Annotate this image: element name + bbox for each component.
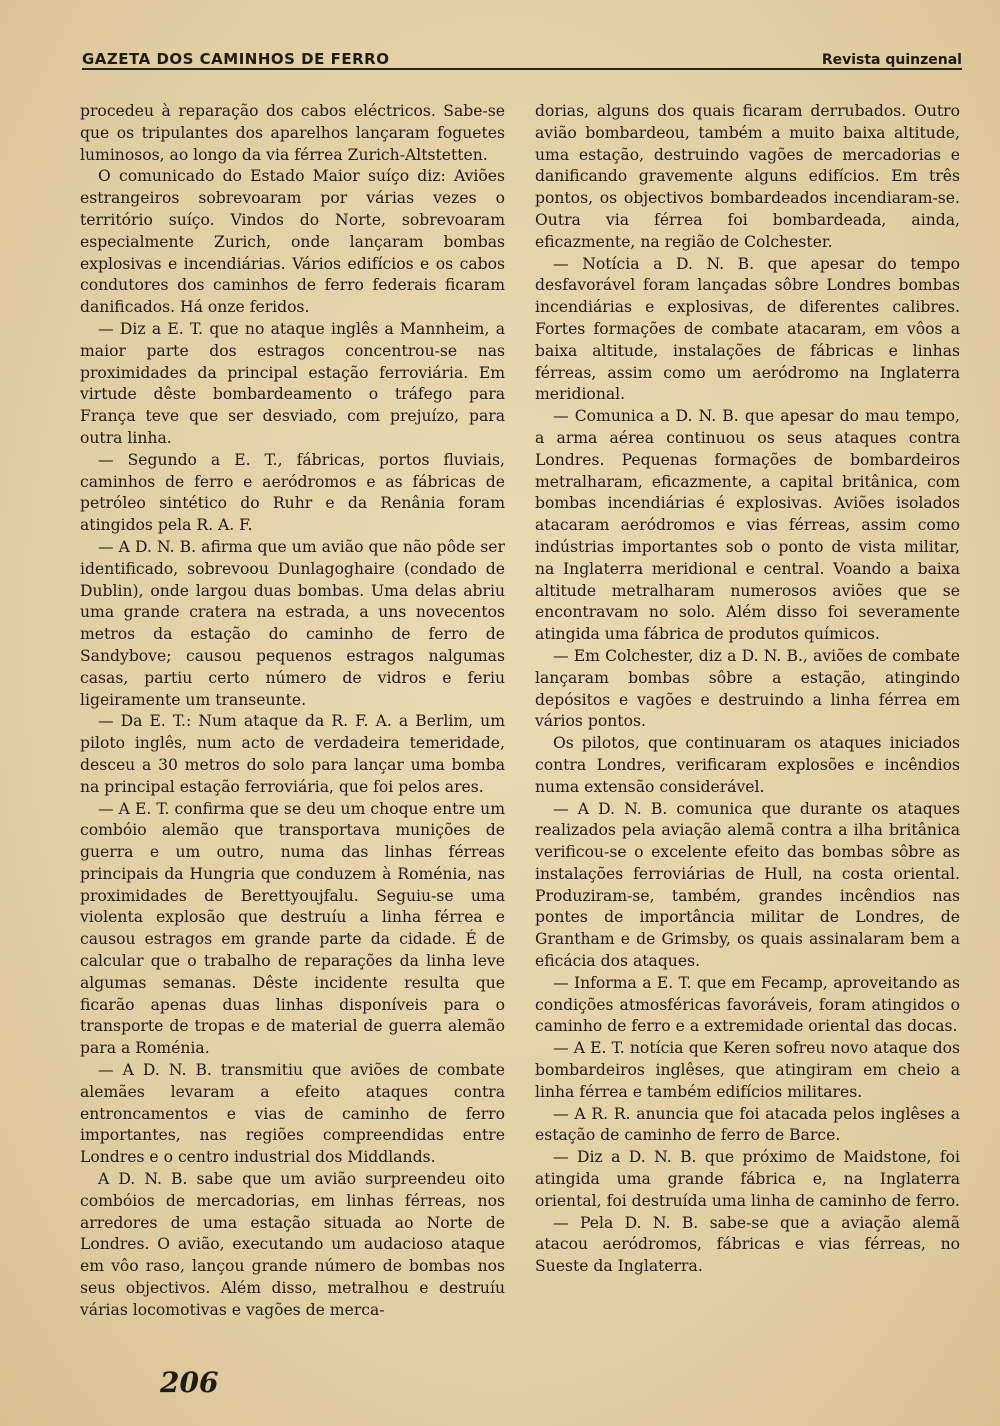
paragraph: procedeu à reparação dos cabos eléctricos. Sabe-se que os tripulantes dos aparelhos lançaram foguetes luminosos, ao longo da via férrea Zurich-Altstetten.: [80, 102, 505, 164]
paragraph: — A D. N. B. transmitiu que aviões de combate alemães levaram a efeito ataques contra entroncamentos e vias de caminho de ferro importantes, nas regiões compreendidas entre Londres e o centro industrial dos Middlands.: [80, 1061, 505, 1167]
paragraph: — A D. N. B. afirma que um avião que não pôde ser identificado, sobrevoou Dunlagoghaire (condado de Dublin), onde largou duas bombas. Uma delas abriu uma grande cratera na estrada, a uns novecentos metros da estação do caminho de ferro de Sandybove; causou pequenos estragos nalgumas casas, partiu certo número de vidros e feriu ligeiramente um transeunte.: [80, 537, 505, 709]
page-number: 206: [160, 1366, 219, 1399]
paragraph: — A E. T. notícia que Keren sofreu novo ataque dos bombardeiros inglêses, que atingiram em cheio a linha férrea e também edifícios militares.: [535, 1039, 960, 1101]
paragraph: — Informa a E. T. que em Fecamp, aproveitando as condições atmosféricas favoráveis, foram atingidos o caminho de ferro e a extremidade oriental das docas.: [535, 973, 960, 1036]
paragraph: — Em Colchester, diz a D. N. B., aviões de combate lançaram bombas sôbre a estação, atingindo depósitos e vagões e destruindo a linha férrea em vários pontos.: [535, 646, 960, 731]
paragraph: — A R. R. anuncia que foi atacada pelos inglêses a estação de caminho de ferro de Barce.: [535, 1104, 960, 1145]
paragraph: — Comunica a D. N. B. que apesar do mau tempo, a arma aérea continuou os seus ataques contra Londres. Pequenas formações de bombardeiros metralharam, eficazmente, a capital britânica, com bombas incendiárias é explosivas. Aviões isolados atacaram aeródromos e vias férreas, assim como indústrias importantes sob o ponto de vista militar, na Inglaterra meridional e central. Voando a baixa altitude metralharam numerosos aviões que se encontravam no solo. Além disso foi severamente atingida uma fábrica de produtos químicos.: [535, 407, 960, 644]
paragraph: — Diz a E. T. que no ataque inglês a Mannheim, a maior parte dos estragos concentrou-se nas proximidades da principal estação ferroviária. Em virtude dêste bombardeamento o tráfego para França teve que ser desviado, com prejuízo, para outra linha.: [80, 319, 505, 447]
publication-subtitle: Revista quinzenal: [821, 52, 962, 68]
paragraph: — Da E. T.: Num ataque da R. F. A. a Berlim, um piloto inglês, num acto de verdadeira temeridade, desceu a 30 metros do solo para lançar uma bomba na principal estação ferroviária, que foi pelos ares.: [80, 712, 505, 796]
left-column: [80, 101, 505, 1322]
page-header: [82, 42, 962, 70]
paragraph: Os pilotos, que continuaram os ataques iniciados contra Londres, verificaram explosões e incêndios numa extensão considerável.: [535, 734, 960, 796]
paragraph: — A D. N. B. comunica que durante os ataques realizados pela aviação alemã contra a ilha britânica verificou-se o excelente efeito das bombas sôbre as instalações ferroviárias de Hull, na costa oriental. Produziram-se, também, grandes incêndios nas pontes de importância militar de Londres, de Grantham e de Grimsby, os quais assinalaram bem a eficácia dos ataques.: [535, 799, 960, 971]
paragraph: — Segundo a E. T., fábricas, portos fluviais, caminhos de ferro e aeródromos e as fábricas de petróleo sintético do Ruhr e da Renânia foram atingidos pela R. A. F.: [80, 450, 505, 535]
paragraph: — Notícia a D. N. B. que apesar do tempo desfavorável foram lançadas sôbre Londres bombas incendiárias e explosivas, de diferentes calibres. Fortes formações de combate atacaram, em vôos a baixa altitude, instalações de fábricas e linhas férreas, assim como um aeródromo na Inglaterra meridional.: [535, 254, 960, 404]
paragraph: — Pela D. N. B. sabe-se que a aviação alemã atacou aeródromos, fábricas e vias férreas, no Sueste da Inglaterra.: [535, 1213, 960, 1276]
paragraph: — Diz a D. N. B. que próximo de Maidstone, foi atingida uma grande fábrica e, na Inglaterra oriental, foi destruída uma linha de caminho de ferro.: [535, 1148, 960, 1210]
paragraph: dorias, alguns dos quais ficaram derrubados. Outro avião bombardeou, também a muito baixa altitude, uma estação, destruindo vagões de mercadorias e danificando gravemente alguns edifícios. Em três pontos, os objectivos bombardeados incendiaram-se. Outra via férrea foi bombardeada, ainda, eficazmente, na região de Colchester.: [535, 102, 960, 251]
paragraph: A D. N. B. sabe que um avião surpreendeu oito combóios de mercadorias, em linhas férreas, nos arredores de uma estação situada ao Norte de Londres. O avião, executando um audacioso ataque em vôo raso, lançou grande número de bombas nos seus objectivos. Além disso, metralhou e destruíu várias locomotivas e vagões de merca-: [80, 1170, 505, 1319]
right-column: [535, 101, 960, 1278]
paragraph: O comunicado do Estado Maior suíço diz: Aviões estrangeiros sobrevoaram por várias vezes o território suíço. Vindos do Norte, sobrevoaram especialmente Zurich, onde lançaram bombas explosivas e incendiárias. Vários edifícios e os cabos condutores dos caminhos de ferro federais ficaram danificados. Há onze feridos.: [80, 167, 505, 317]
publication-title: GAZETA DOS CAMINHOS DE FERRO: [82, 50, 390, 68]
paragraph: — A E. T. confirma que se deu um choque entre um combóio alemão que transportava munições de guerra e um outro, numa das linhas férreas principais da Hungria que conduzem à Roménia, nas proximidades de Berettyoujfalu. Seguiu-se uma violenta explosão que destruíu a linha férrea e causou estragos em grande parte da cidade. É de calcular que o trabalho de reparações da linha leve algumas semanas. Dêste incidente resulta que ficarão apenas duas linhas disponíveis para o transporte de tropas e de material de guerra alemão para a Roménia.: [80, 799, 505, 1058]
